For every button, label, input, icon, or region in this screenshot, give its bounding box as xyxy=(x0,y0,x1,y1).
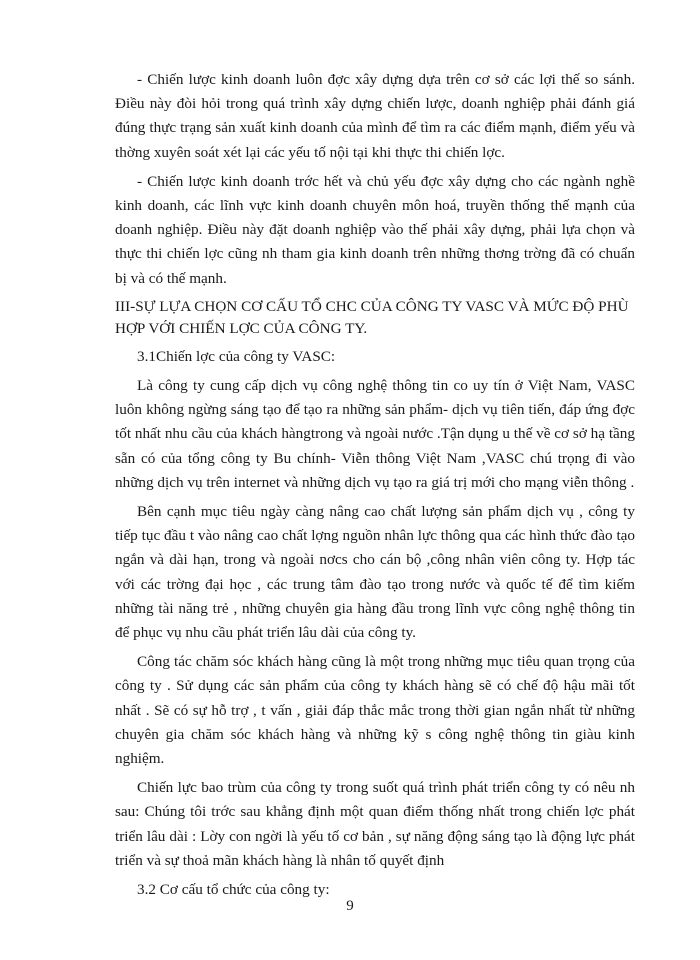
paragraph-company-intro: Là công ty cung cấp dịch vụ công nghệ thông tin co uy tín ở Việt Nam, VASC luôn không ngừng sáng tạo để tạo ra những sản phẩm- dịch vụ tiên tiến, đáp ứng đợc tốt nhất nhu cầu của khách hàngtrong và ngoài nước .Tận dụng u thế về cơ sở hạ tầng sẵn có của tổng công ty Bu chính- Viễn thông Việt Nam ,VASC chú trọng đi vào những dịch vụ trên internet và những dịch vụ tạo ra giá trị mới cho mạng viễn thông . xyxy=(115,377,635,491)
section-heading-iii: III-SỰ LỰA CHỌN CƠ CẤU TỔ CHC CỦA CÔNG TY VASC VÀ MỨC ĐỘ PHÙ HỢP VỚI CHIẾN LỢC CỦA CÔNG TY. xyxy=(115,297,629,337)
subheading-3-2: 3.2 Cơ cấu tổ chức của công ty: xyxy=(137,881,330,899)
paragraph-overall-strategy: Chiến lực bao trùm của công ty trong suốt quá trình phát triển công ty có nêu nh sau: Chúng tôi trớc sau khẳng định một quan điểm thống nhất trong chiến lợc phát triển lâu dài : Lờy con ngời là yếu tố cơ bản , sự năng động sáng tạo là động lực phát triển và sự thoả mãn khách hàng là nhân tố quyết định xyxy=(115,779,635,869)
subheading-3-1: 3.1Chiến lợc của công ty VASC: xyxy=(137,347,336,365)
page-body xyxy=(115,68,635,902)
paragraph-customer-care: Công tác chăm sóc khách hàng cũng là một trong những mục tiêu quan trọng của công ty . Sử dụng các sản phẩm của công ty khách hàng sẽ có chế độ hậu mãi tốt nhất . Sẽ có sự hỗ trợ , t vấn , giải đáp thắc mắc trong thời gian ngắn nhất từ những chuyên gia chăm sóc khách hàng và những kỹ s công nghệ thông tin giàu kinh nghiệm. xyxy=(115,653,635,768)
paragraph-quality-training: Bên cạnh mục tiêu ngày càng nâng cao chất lượng sản phẩm dịch vụ , công ty tiếp tục đầu t vào nâng cao chất lợng nguồn nhân lực thông qua các hình thức đào tạo ngắn và dài hạn, trong và ngoài nơcs cho cán bộ ,công nhân viên công ty. Hợp tác với các trờng đại học , các trung tâm đào tạo trong nước và quốc tế để tìm kiếm những tài năng trẻ , những chuyên gia hàng đầu trong lĩnh vực công nghệ thông tin để phục vụ nhu cầu phát triển lâu dài của công ty. xyxy=(115,503,635,642)
page-number: 9 xyxy=(346,898,354,914)
paragraph-strategy-sectors: - Chiến lược kinh doanh trớc hết và chủ yếu đợc xây dựng cho các ngành nghề kinh doanh, các lĩnh vực kinh doanh chuyên môn hoá, truyền thống thế mạnh của doanh nghiệp. Điều này đặt doanh nghiệp vào thế phải xây dựng, phải lựa chọn và thực thi chiến lợc cũng nh tham gia kinh doanh trên những thơng trờng đã có chuẩn bị và có thế mạnh. xyxy=(115,172,635,287)
paragraph-strategy-advantage: - Chiến lược kinh doanh luôn đợc xây dựng dựa trên cơ sở các lợi thế so sánh. Điều này đòi hỏi trong quá trình xây dựng chiến lược, doanh nghiệp phải đánh giá đúng thực trạng sản xuất kinh doanh của mình để tìm ra các điểm mạnh, điểm yếu và thờng xuyên soát xét lại các yếu tố nội tại khi thực thi chiến lợc. xyxy=(115,71,635,161)
